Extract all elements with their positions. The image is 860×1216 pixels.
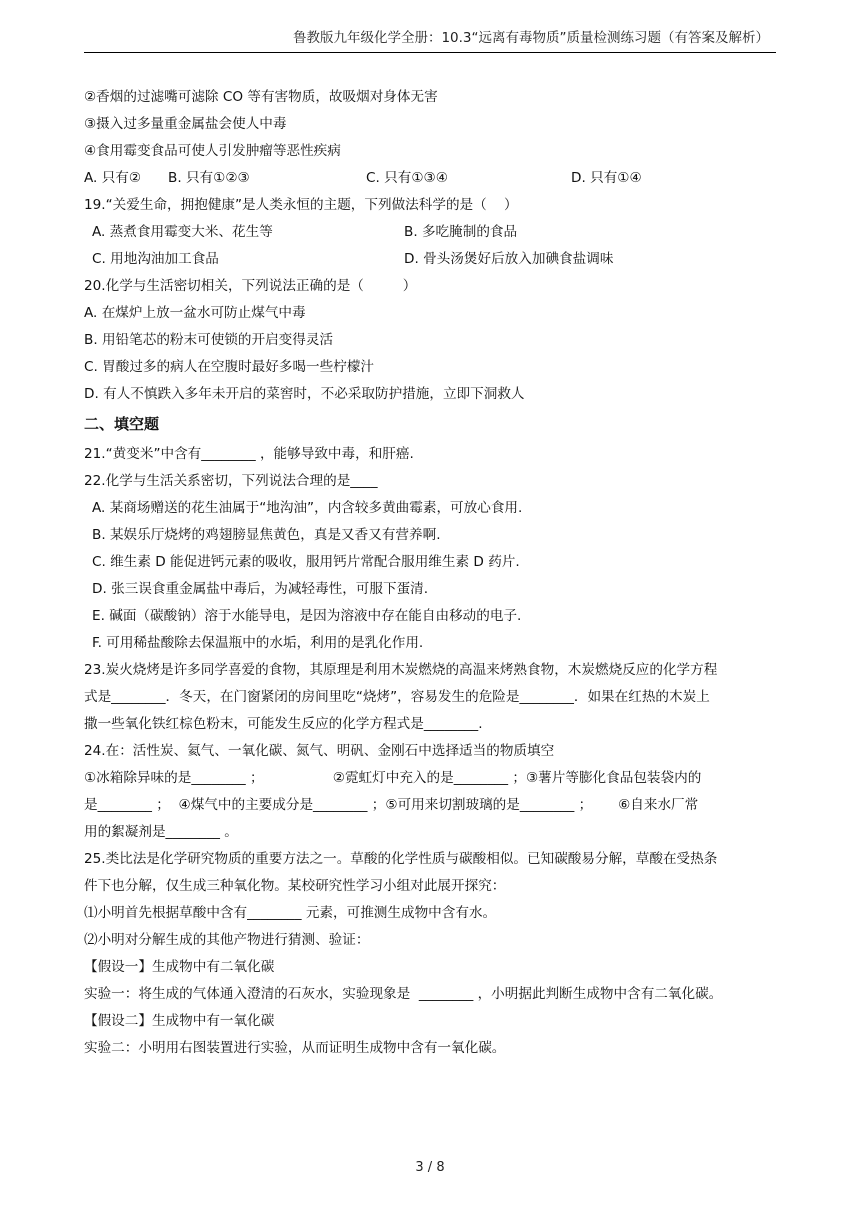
q25-line-1: 25.类比法是化学研究物质的重要方法之一。草酸的化学性质与碳酸相似。已知碳酸易分解，草酸在受热条 <box>84 851 718 867</box>
question-20 <box>84 273 784 408</box>
page-header <box>0 26 860 46</box>
question-25 <box>84 846 784 1062</box>
section-heading-fill-in: 二、填空题 <box>84 415 160 433</box>
question-24 <box>84 738 784 846</box>
q20-option-a: A. 在煤炉上放一盆水可防止煤气中毒 <box>84 305 306 321</box>
q25-hypothesis-2: 【假设二】生成物中有一氧化碳 <box>84 1013 275 1029</box>
q25-experiment-2: 实验二：小明用右图装置进行实验，从而证明生成物中含有一氧化碳。 <box>84 1040 506 1056</box>
q18-option-c: C. 只有①③④ <box>366 170 448 186</box>
q19-option-c: C. 用地沟油加工食品 <box>92 251 219 267</box>
q22-option-f: F. 可用稀盐酸除去保温瓶中的水垢，利用的是乳化作用. <box>92 635 424 651</box>
q25-line-4: ⑵小明对分解生成的其他产物进行猜测、验证： <box>84 932 370 948</box>
q20-option-b: B. 用铅笔芯的粉末可使锁的开启变得灵活 <box>84 332 334 348</box>
q24-line-1: 24.在：活性炭、氦气、一氧化碳、氮气、明矾、金刚石中选择适当的物质填空 <box>84 743 555 759</box>
q25-experiment-1: 实验一：将生成的气体通入澄清的石灰水，实验现象是 ________ ，小明据此判断生成物中含有二氧化碳。 <box>84 986 723 1002</box>
question-23 <box>84 657 784 738</box>
q19-stem: 19.“关爱生命，拥抱健康”是人类永恒的主题，下列做法科学的是（ ） <box>84 197 518 213</box>
q20-stem: 20.化学与生活密切相关，下列说法正确的是（ ） <box>84 278 417 294</box>
q25-line-3: ⑴小明首先根据草酸中含有________ 元素，可推测生成物中含有水。 <box>84 905 497 921</box>
q20-option-c: C. 胃酸过多的病人在空腹时最好多喝一些柠檬汁 <box>84 359 375 375</box>
q23-line-3: 撒一些氧化铁红棕色粉末，可能发生反应的化学方程式是________. <box>84 716 483 732</box>
q20-option-d: D. 有人不慎跌入多年未开启的菜窖时，不必采取防护措施，立即下洞救人 <box>84 386 525 402</box>
q19-option-d: D. 骨头汤煲好后放入加碘食盐调味 <box>404 251 614 267</box>
header-title: 鲁教版九年级化学全册：10.3“远离有毒物质”质量检测练习题（有答案及解析） <box>292 30 769 46</box>
q18-option-d: D. 只有①④ <box>571 170 642 186</box>
q22-option-e: E. 碱面（碳酸钠）溶于水能导电，是因为溶液中存在能自由移动的电子. <box>92 608 522 624</box>
q22-option-c: C. 维生素 D 能促进钙元素的吸收，服用钙片常配合服用维生素 D 药片. <box>92 554 520 570</box>
q18-option-a: A. 只有② <box>84 170 142 186</box>
q19-options-row-1 <box>84 219 784 246</box>
q19-options-row-2 <box>84 246 784 273</box>
q25-line-2: 件下也分解，仅生成三种氧化物。某校研究性学习小组对此展开探究： <box>84 878 506 894</box>
q22-option-a: A. 某商场赠送的花生油属于“地沟油”，内含较多黄曲霉素，可放心食用. <box>92 500 523 516</box>
q24-line-4: 用的絮凝剂是________ 。 <box>84 824 238 840</box>
q24-line-3: 是________ ； ④煤气中的主要成分是________ ；⑤可用来切割玻璃的是________ ； ⑥自来水厂常 <box>84 797 699 813</box>
question-22 <box>84 468 784 657</box>
document-body <box>84 84 784 1062</box>
q23-line-1: 23.炭火烧烤是许多同学喜爱的食物，其原理是利用木炭燃烧的高温来烤熟食物，木炭燃烧反应的化学方程 <box>84 662 718 678</box>
question-18 <box>84 84 784 192</box>
q23-line-2: 式是________．冬天，在门窗紧闭的房间里吃“烧烤”，容易发生的危险是________．如果在红热的木炭上 <box>84 689 710 705</box>
q21-stem: 21.“黄变米”中含有________ ，能够导致中毒，和肝癌. <box>84 446 414 462</box>
q18-item-2: ②香烟的过滤嘴可滤除 CO 等有害物质，故吸烟对身体无害 <box>84 89 438 105</box>
q22-option-b: B. 某娱乐厅烧烤的鸡翅膀显焦黄色，真是又香又有营养啊. <box>92 527 441 543</box>
q18-item-4: ④食用霉变食品可使人引发肿瘤等恶性疾病 <box>84 143 341 159</box>
q22-option-d: D. 张三误食重金属盐中毒后，为减轻毒性，可服下蛋清. <box>92 581 429 597</box>
q22-stem: 22.化学与生活关系密切，下列说法合理的是____ <box>84 473 378 489</box>
q18-item-3: ③摄入过多量重金属盐会使人中毒 <box>84 116 287 132</box>
q18-option-b: B. 只有①②③ <box>168 170 250 186</box>
q24-line-2: ①冰箱除异味的是________ ； ②霓虹灯中充入的是________ ；③薯片等膨化食品包装袋内的 <box>84 770 702 786</box>
header-rule <box>84 52 776 53</box>
question-19 <box>84 192 784 273</box>
q25-hypothesis-1: 【假设一】生成物中有二氧化碳 <box>84 959 275 975</box>
q18-options <box>84 165 784 192</box>
page-number: 3 / 8 <box>415 1160 445 1175</box>
q19-option-b: B. 多吃腌制的食品 <box>404 224 518 240</box>
q19-option-a: A. 蒸煮食用霉变大米、花生等 <box>92 224 273 240</box>
